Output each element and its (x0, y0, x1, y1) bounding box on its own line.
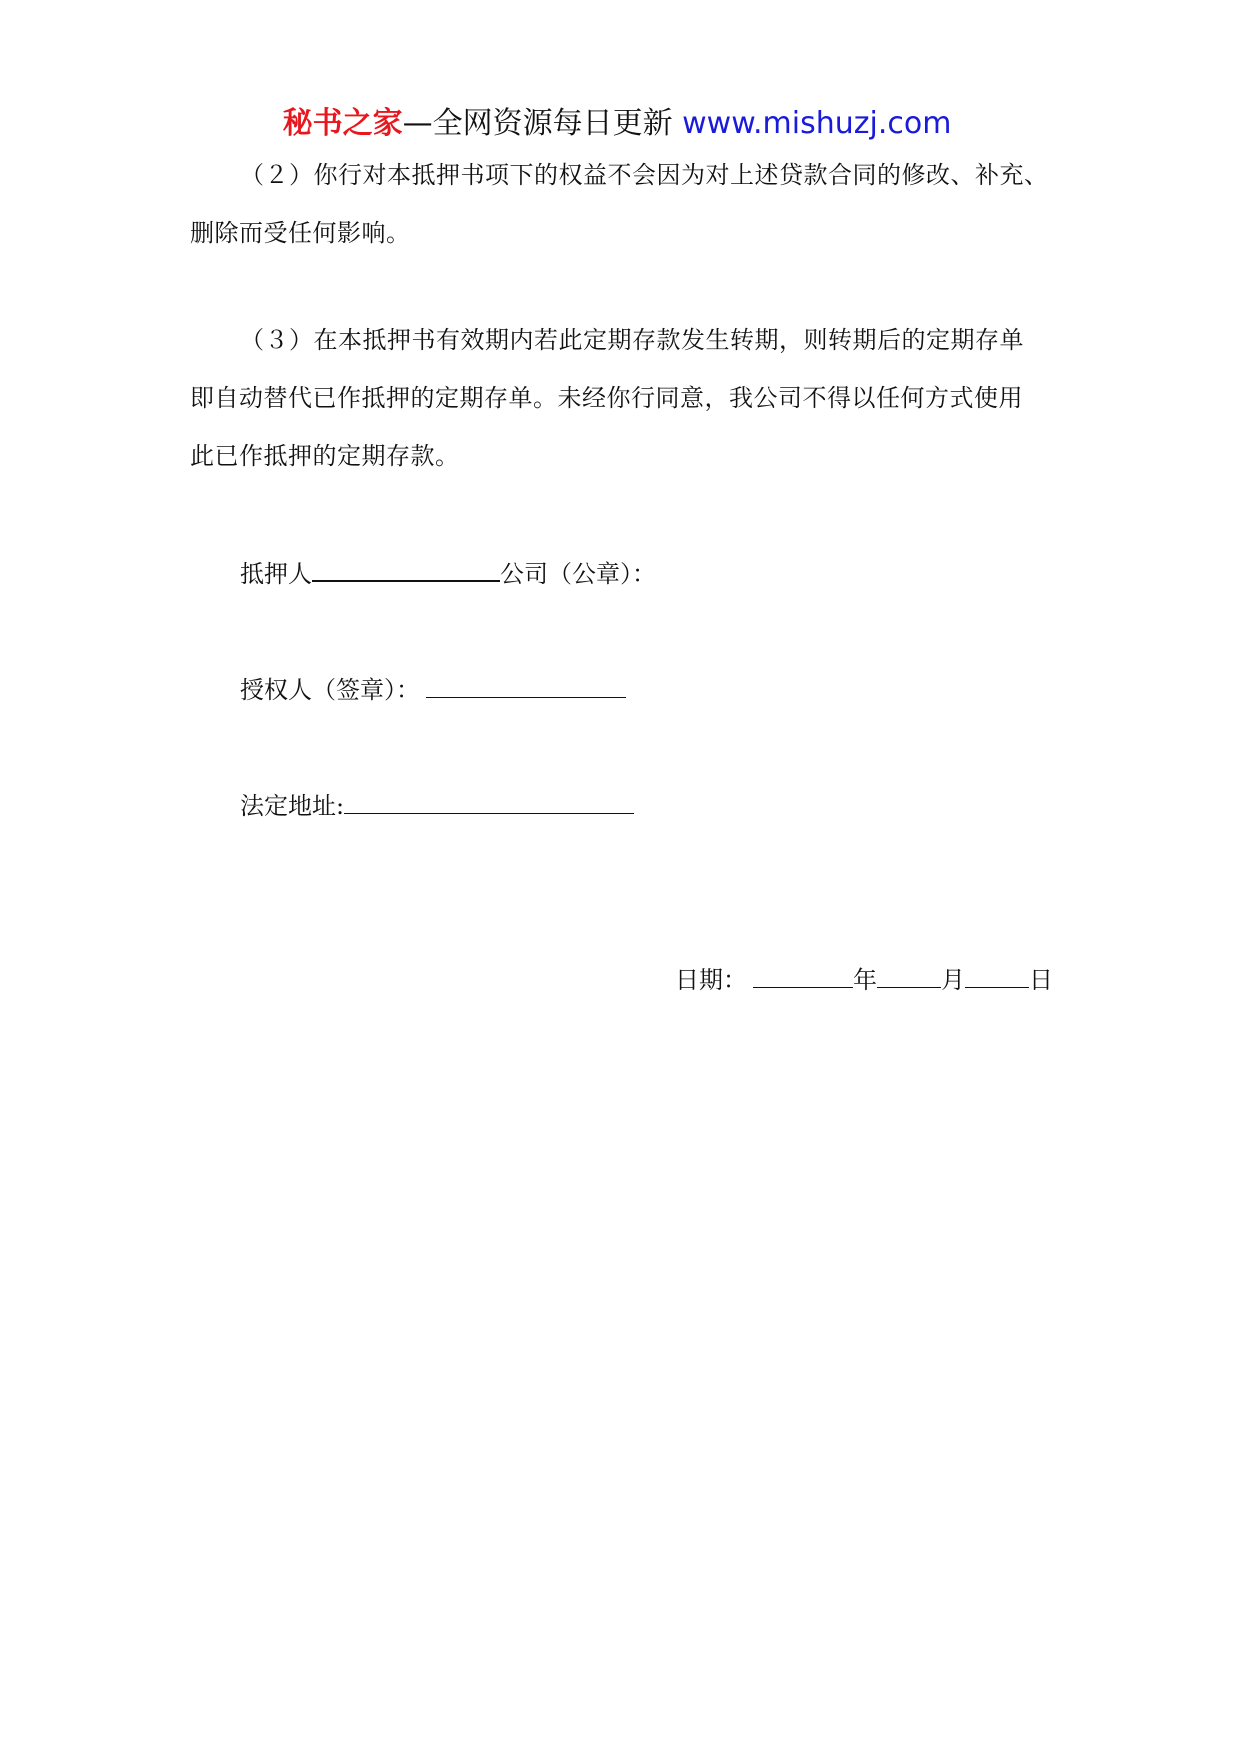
clause-2-line-2: 删除而受任何影响。 (190, 219, 411, 247)
authorized-label: 授权人（签章）： (240, 676, 420, 704)
mortgagor-seal-label: 公司（公章）： (500, 560, 656, 588)
day-label: 日 (1029, 966, 1053, 994)
address-label: 法定地址: (240, 792, 345, 820)
site-header (0, 104, 1234, 144)
date-field (675, 960, 1053, 1000)
clause-3-line-3: 此已作抵押的定期存款。 (190, 442, 460, 470)
mortgagor-label: 抵押人 (240, 560, 312, 588)
authorized-field (240, 670, 626, 710)
month-blank[interactable] (877, 961, 941, 988)
header-tagline: —全网资源每日更新 (402, 106, 673, 141)
year-label: 年 (853, 966, 877, 994)
clause-2-line-1: （２）你行对本抵押书项下的权益不会因为对上述贷款合同的修改、补充、 (240, 161, 1049, 189)
date-label: 日期： (675, 966, 747, 994)
address-field (240, 786, 634, 826)
year-blank[interactable] (753, 961, 853, 988)
address-blank[interactable] (344, 787, 634, 814)
month-label: 月 (941, 966, 965, 994)
clause-3-line-1: （３）在本抵押书有效期内若此定期存款发生转期，则转期后的定期存单 (240, 326, 1024, 354)
authorized-signature-blank[interactable] (426, 671, 626, 698)
mortgagor-company-blank[interactable] (312, 554, 500, 582)
brand-name: 秘书之家 (282, 106, 403, 141)
day-blank[interactable] (965, 961, 1029, 988)
header-url: www.mishuzj.com (682, 106, 952, 141)
clause-2 (190, 146, 1070, 262)
clause-3 (190, 311, 1070, 485)
mortgagor-field (240, 554, 656, 594)
clause-3-line-2: 即自动替代已作抵押的定期存单。未经你行同意，我公司不得以任何方式使用 (190, 384, 1023, 412)
